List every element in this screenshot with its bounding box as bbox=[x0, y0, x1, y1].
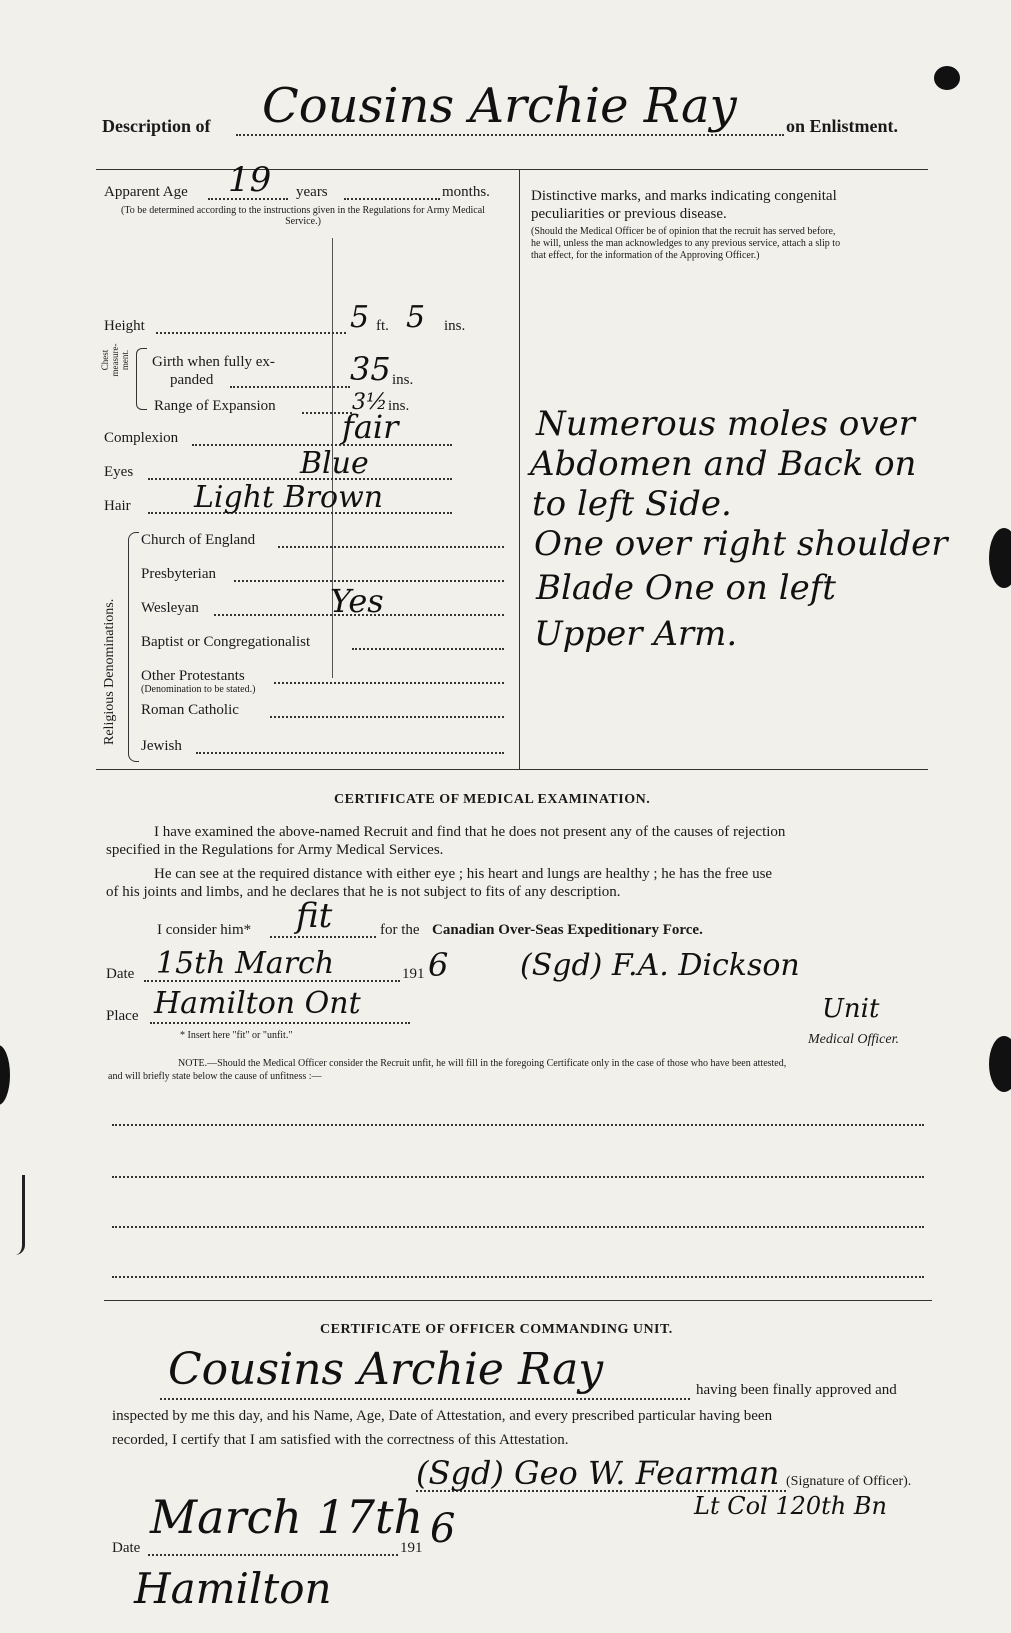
girth-ins-label: ins. bbox=[392, 372, 414, 388]
marks-title-1: Distinctive marks, and marks indicating congenital bbox=[531, 188, 837, 204]
commanding-line1-tail: having been finally approved and bbox=[696, 1382, 897, 1398]
consider-label: I consider him* bbox=[157, 922, 252, 938]
ft-label: ft. bbox=[376, 318, 389, 334]
commanding-line3: recorded, I certify that I am satisfied with the correctness of this Attestation. bbox=[112, 1432, 569, 1448]
medical-officer-signature: (Sgd) F.A. Dickson bbox=[520, 948, 800, 983]
header-prefix: Description of bbox=[102, 116, 211, 136]
eyes-value: Blue bbox=[300, 446, 369, 481]
range-ins-label: ins. bbox=[388, 398, 410, 414]
place-value: Hamilton Ont bbox=[154, 986, 361, 1021]
height-label: Height bbox=[104, 318, 145, 334]
age-note: (To be determined according to the instructions given in the Regulations for Army Medical Service.) bbox=[121, 205, 485, 227]
eyes-label: Eyes bbox=[104, 464, 134, 480]
girth-label-2: panded bbox=[170, 372, 214, 388]
months-label: months. bbox=[442, 184, 490, 200]
marks-line-4: One over right shoulder bbox=[534, 524, 948, 564]
note-line-2: and will briefly state below the cause of unfitness :— bbox=[108, 1071, 322, 1082]
recruit-name: Cousins Archie Ray bbox=[262, 78, 737, 134]
jewish-label: Jewish bbox=[141, 738, 182, 754]
unfitness-line bbox=[112, 1226, 924, 1228]
place-label: Place bbox=[106, 1008, 139, 1024]
girth-label-1: Girth when fully ex- bbox=[152, 354, 275, 370]
medical-title: CERTIFICATE OF MEDICAL EXAMINATION. bbox=[334, 792, 651, 807]
marks-line-6: Upper Arm. bbox=[534, 614, 738, 654]
commanding-line2: inspected by me this day, and his Name, Age, Date of Attestation, and every prescribed particular having been bbox=[112, 1408, 773, 1424]
roman-catholic-label: Roman Catholic bbox=[141, 702, 239, 718]
wesleyan-value: Yes bbox=[330, 582, 384, 620]
unfitness-line bbox=[112, 1276, 924, 1278]
commanding-date-label: Date bbox=[112, 1540, 141, 1556]
for-label: for the bbox=[380, 922, 420, 938]
medical-para1-b: specified in the Regulations for Army Medical Services. bbox=[106, 842, 444, 858]
signature-of-officer-label: (Signature of Officer). bbox=[786, 1474, 912, 1489]
medical-para2-b: of his joints and limbs, and he declares that he is not subject to fits of any description. bbox=[106, 884, 621, 900]
hair-label: Hair bbox=[104, 498, 131, 514]
religion-label: Religious Denominations. bbox=[102, 598, 117, 745]
marks-line-5: Blade One on left bbox=[536, 568, 836, 608]
marks-note-2: he will, unless the man acknowledges to any previous service, attach a slip to bbox=[531, 238, 841, 249]
fitness-value: fit bbox=[296, 896, 333, 936]
chest-label: Chest measure-ment. bbox=[100, 343, 130, 377]
medical-officer-rank: Unit bbox=[822, 994, 880, 1024]
apparent-age-label: Apparent Age bbox=[104, 184, 188, 200]
medical-officer-label: Medical Officer. bbox=[808, 1032, 899, 1047]
marks-note-3: that effect, for the information of the Approving Officer.) bbox=[531, 250, 760, 261]
medical-year-prefix: 191 bbox=[402, 966, 425, 982]
complexion-value: fair bbox=[342, 408, 399, 446]
height-ins-value: 5 bbox=[406, 300, 426, 335]
years-label: years bbox=[296, 184, 328, 200]
other-protestants-label: Other Protestants bbox=[141, 668, 245, 684]
scan-artifact bbox=[8, 1175, 25, 1255]
range-label: Range of Expansion bbox=[154, 398, 276, 414]
complexion-label: Complexion bbox=[104, 430, 179, 446]
height-ft-value: 5 bbox=[350, 300, 370, 335]
marks-note-1: (Should the Medical Officer be of opinion that the recruit has served before, bbox=[531, 226, 836, 237]
unfitness-line bbox=[112, 1176, 924, 1178]
girth-value: 35 bbox=[350, 350, 391, 388]
commanding-date-value: March 17th bbox=[150, 1490, 424, 1544]
wesleyan-label: Wesleyan bbox=[141, 600, 199, 616]
ins-label: ins. bbox=[444, 318, 466, 334]
scan-artifact bbox=[989, 528, 1011, 588]
force-name: Canadian Over-Seas Expeditionary Force. bbox=[432, 922, 703, 938]
note-line-1: NOTE.—Should the Medical Officer consider the Recruit unfit, he will fill in the foregoing Certificate only in the case of those who have been attested, bbox=[178, 1058, 787, 1069]
commanding-title: CERTIFICATE OF OFFICER COMMANDING UNIT. bbox=[320, 1322, 673, 1337]
medical-para2-a: He can see at the required distance with either eye ; his heart and lungs are healthy ; he has the free use bbox=[154, 866, 773, 882]
baptist-label: Baptist or Congregationalist bbox=[141, 634, 311, 650]
marks-title-2: peculiarities or previous disease. bbox=[531, 206, 727, 222]
medical-para1-a: I have examined the above-named Recruit and find that he does not present any of the causes of rejection bbox=[154, 824, 786, 840]
church-of-england-label: Church of England bbox=[141, 532, 256, 548]
commanding-recruit-name: Cousins Archie Ray bbox=[168, 1344, 604, 1395]
marks-line-2: Abdomen and Back on bbox=[530, 444, 917, 484]
age-value: 19 bbox=[228, 160, 272, 200]
header-suffix: on Enlistment. bbox=[786, 116, 899, 136]
medical-date-label: Date bbox=[106, 966, 135, 982]
commanding-year-digit: 6 bbox=[430, 1506, 456, 1552]
commanding-place: Hamilton bbox=[134, 1564, 332, 1613]
marks-line-1: Numerous moles over bbox=[536, 404, 915, 444]
scan-artifact bbox=[934, 66, 960, 90]
marks-line-3: to left Side. bbox=[532, 484, 732, 524]
commanding-officer-signature: (Sgd) Geo W. Fearman bbox=[416, 1454, 780, 1492]
insert-note: * Insert here "fit" or "unfit." bbox=[180, 1030, 293, 1041]
scan-artifact bbox=[989, 1036, 1011, 1092]
unfitness-line bbox=[112, 1124, 924, 1126]
commanding-officer-rank: Lt Col 120th Bn bbox=[694, 1492, 887, 1520]
hair-value: Light Brown bbox=[194, 480, 384, 515]
scan-artifact bbox=[0, 1045, 10, 1105]
range-value: 3½ bbox=[352, 390, 388, 415]
other-protestants-note: (Denomination to be stated.) bbox=[141, 684, 256, 695]
medical-date-value: 15th March bbox=[156, 946, 335, 981]
commanding-year-prefix: 191 bbox=[400, 1540, 423, 1556]
medical-year-digit: 6 bbox=[428, 946, 449, 984]
presbyterian-label: Presbyterian bbox=[141, 566, 216, 582]
